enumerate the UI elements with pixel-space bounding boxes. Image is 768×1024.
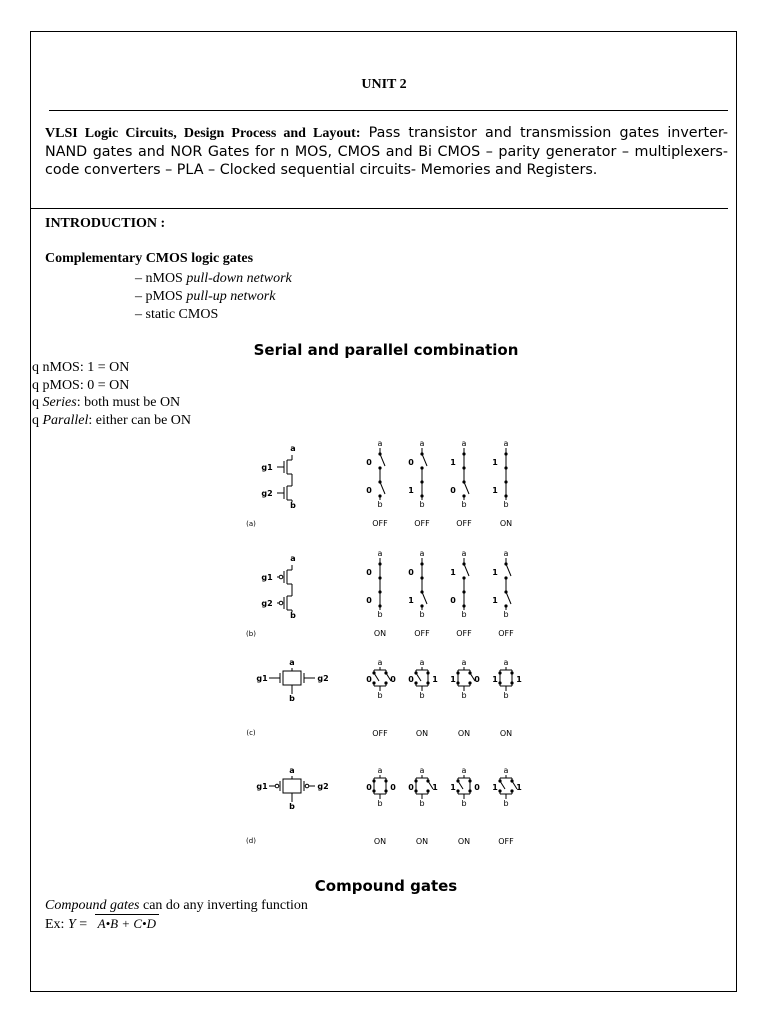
switch-combination-figure: [240, 436, 540, 866]
node-b-label: b: [419, 691, 425, 700]
input-value: 1: [492, 783, 498, 792]
input-value: 0: [408, 568, 414, 577]
switch-state-label: ON: [457, 729, 471, 738]
switch-state-label: ON: [415, 729, 429, 738]
input-value: 1: [492, 486, 498, 495]
node-b-label: b: [289, 802, 295, 811]
open-switch: [506, 564, 511, 576]
input-value: 0: [366, 568, 372, 577]
rule-item: q Series: both must be ON: [32, 395, 181, 410]
node-b-label: b: [461, 610, 467, 619]
input-value: 1: [450, 568, 456, 577]
node-b-label: b: [290, 611, 296, 620]
node-a-label: a: [419, 549, 425, 558]
open-switch: [458, 781, 463, 789]
node-a-label: a: [289, 658, 295, 667]
gate2-label: g2: [317, 782, 329, 791]
node-a-label: a: [290, 444, 296, 453]
input-value: 0: [366, 486, 372, 495]
node-b-label: b: [503, 799, 509, 808]
open-switch: [422, 592, 427, 604]
node-a-label: a: [377, 658, 383, 667]
gate2-label: g2: [261, 599, 273, 608]
syllabus-body: Pass transistor and transmission gates inverter- NAND gates and NOR Gates for n MOS, CMOS and Bi CMOS – parity generator – multiplexers- code converters – PLA – Clocked sequential circuits- Memories and Registers.: [45, 125, 729, 178]
input-value: 0: [450, 486, 456, 495]
node-b-label: b: [503, 691, 509, 700]
open-switch: [506, 592, 511, 604]
cmos-item: – pMOS pull-up network: [135, 289, 276, 304]
syllabus-lead: VLSI Logic Circuits, Design Process and Layout:: [45, 126, 361, 141]
input-value: 1: [492, 458, 498, 467]
switch-state-label: OFF: [498, 629, 514, 638]
input-value: 0: [366, 596, 372, 605]
node-b-label: b: [377, 500, 383, 509]
parallel-channels: [283, 671, 301, 685]
node-b-label: b: [461, 799, 467, 808]
open-switch: [416, 673, 421, 681]
node-a-label: a: [503, 766, 509, 775]
node-b-label: b: [419, 610, 425, 619]
input-value: 1: [450, 675, 456, 684]
figure-row-tag: (d): [246, 837, 256, 845]
node-a-label: a: [461, 439, 467, 448]
switch-state-label: ON: [499, 519, 513, 528]
pmos-bubble: [305, 784, 309, 788]
input-value: 1: [492, 675, 498, 684]
gate2-label: g2: [317, 674, 329, 683]
switch-state-label: ON: [415, 837, 429, 846]
input-value: 0: [408, 783, 414, 792]
input-value: 1: [432, 675, 438, 684]
switch-state-label: ON: [373, 837, 387, 846]
compound-line: Compound gates can do any inverting function: [45, 898, 308, 913]
gate1-label: g1: [256, 674, 268, 683]
input-value: 0: [474, 783, 480, 792]
switch-state-label: OFF: [414, 629, 430, 638]
open-switch: [500, 781, 505, 789]
switch-state-label: OFF: [372, 519, 388, 528]
figure-row-tag: (a): [246, 520, 256, 528]
input-value: 0: [474, 675, 480, 684]
input-value: 0: [408, 458, 414, 467]
syllabus-rule: [31, 208, 728, 209]
node-a-label: a: [289, 766, 295, 775]
pmos-bubble: [279, 601, 283, 605]
node-a-label: a: [290, 554, 296, 563]
node-a-label: a: [377, 549, 383, 558]
input-value: 1: [516, 783, 522, 792]
switch-state-label: OFF: [372, 729, 388, 738]
node-a-label: a: [503, 549, 509, 558]
rule-item: q Parallel: either can be ON: [32, 412, 192, 428]
gate1-label: g1: [261, 573, 273, 582]
intro-heading: INTRODUCTION :: [45, 216, 166, 231]
input-value: 1: [408, 486, 414, 495]
node-b-label: b: [461, 500, 467, 509]
cmos-item: – nMOS pull-down network: [135, 271, 292, 286]
input-value: 0: [366, 675, 372, 684]
cmos-heading: Complementary CMOS logic gates: [45, 251, 254, 266]
cmos-item: – static CMOS: [135, 307, 219, 322]
node-b-label: b: [377, 799, 383, 808]
switch-state-label: OFF: [456, 519, 472, 528]
input-value: 0: [450, 596, 456, 605]
unit-title: UNIT 2: [361, 77, 407, 92]
input-value: 0: [408, 675, 414, 684]
syllabus-paragraph: [45, 124, 728, 179]
example-line: Ex: Y = A•B + C•D: [45, 914, 308, 933]
node-b-label: b: [419, 799, 425, 808]
node-a-label: a: [461, 549, 467, 558]
node-a-label: a: [503, 658, 509, 667]
title-rule: [49, 110, 728, 111]
pmos-bubble: [275, 784, 279, 788]
node-a-label: a: [461, 766, 467, 775]
input-value: 0: [390, 783, 396, 792]
pmos-bubble: [279, 575, 283, 579]
open-switch: [380, 482, 385, 494]
node-b-label: b: [290, 501, 296, 510]
switch-state-label: ON: [457, 837, 471, 846]
open-switch: [464, 564, 469, 576]
serial-parallel-title: Serial and parallel combination: [253, 341, 519, 359]
node-a-label: a: [419, 658, 425, 667]
node-b-label: b: [503, 610, 509, 619]
input-value: 1: [432, 783, 438, 792]
node-b-label: b: [503, 500, 509, 509]
input-value: 0: [366, 458, 372, 467]
figure-row-tag: (b): [246, 630, 256, 638]
input-value: 0: [390, 675, 396, 684]
rule-item: q pMOS: 0 = ON: [32, 377, 130, 393]
compound-text: [45, 897, 308, 933]
rule-item: q nMOS: 1 = ON: [32, 360, 130, 375]
input-value: 1: [516, 675, 522, 684]
open-switch: [380, 454, 385, 466]
input-value: 0: [366, 783, 372, 792]
input-value: 1: [492, 568, 498, 577]
node-a-label: a: [377, 439, 383, 448]
gate1-label: g1: [256, 782, 268, 791]
node-a-label: a: [503, 439, 509, 448]
node-b-label: b: [461, 691, 467, 700]
open-switch: [374, 673, 379, 681]
input-value: 1: [450, 783, 456, 792]
switch-state-label: OFF: [498, 837, 514, 846]
switch-state-label: OFF: [414, 519, 430, 528]
formula-expression: A•B + C•D: [95, 914, 159, 932]
input-value: 1: [492, 596, 498, 605]
parallel-channels: [283, 779, 301, 793]
switch-state-label: ON: [373, 629, 387, 638]
compound-gates-title: Compound gates: [314, 877, 458, 895]
node-b-label: b: [377, 691, 383, 700]
node-a-label: a: [377, 766, 383, 775]
input-value: 1: [450, 458, 456, 467]
node-b-label: b: [419, 500, 425, 509]
switch-state-label: OFF: [456, 629, 472, 638]
cmos-list: [135, 270, 292, 324]
node-b-label: b: [289, 694, 295, 703]
node-a-label: a: [461, 658, 467, 667]
open-switch: [422, 454, 427, 466]
switch-state-label: ON: [499, 729, 513, 738]
gate1-label: g1: [261, 463, 273, 472]
node-a-label: a: [419, 439, 425, 448]
node-a-label: a: [419, 766, 425, 775]
figure-row-tag: (c): [246, 729, 256, 737]
input-value: 1: [408, 596, 414, 605]
rules-list: [32, 359, 191, 429]
node-b-label: b: [377, 610, 383, 619]
open-switch: [464, 482, 469, 494]
gate2-label: g2: [261, 489, 273, 498]
